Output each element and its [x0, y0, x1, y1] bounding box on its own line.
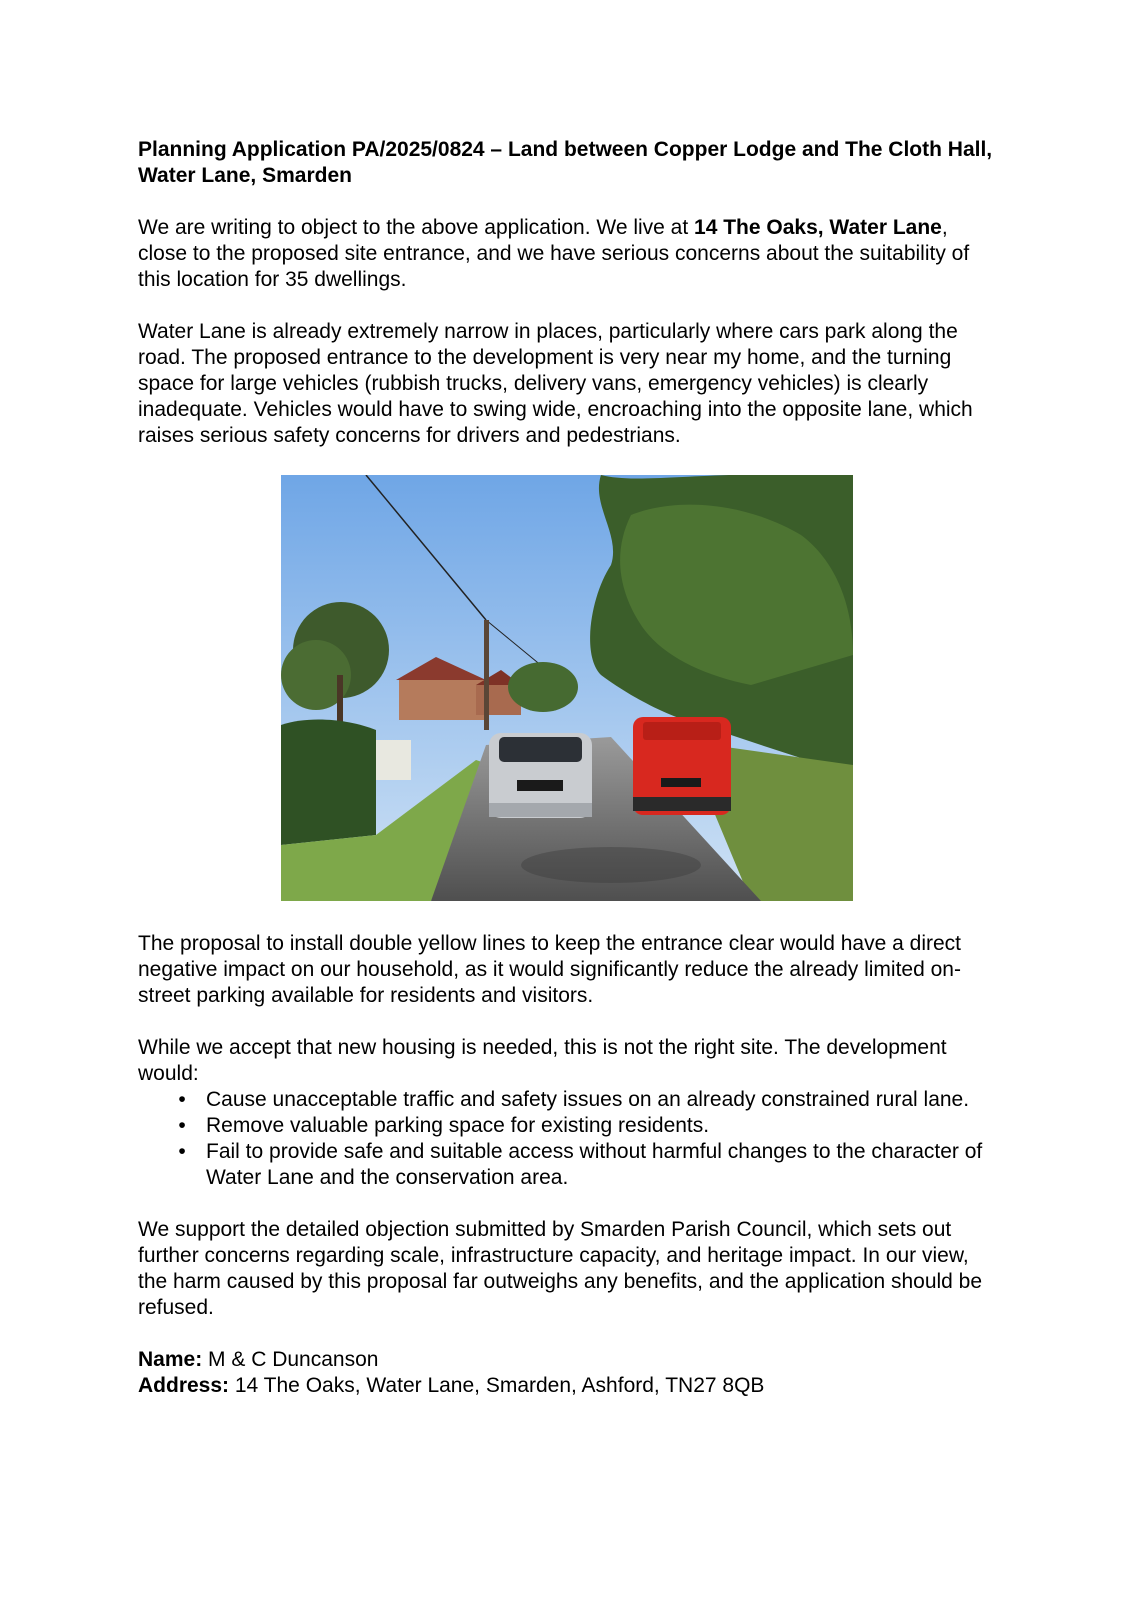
intro-address: 14 The Oaks, Water Lane	[694, 216, 942, 239]
paragraph-access: Water Lane is already extremely narrow in places, particularly where cars park along the road. The proposed entrance to the development is very near my home, and the turning space for large vehicles (rubbish trucks, delivery vans, emergency vehicles) is clearly inadequate. Vehicles would have to swing wide, encroaching into the opposite lane, which raises serious safety concerns for drivers and pedestrians.	[138, 320, 973, 447]
paragraph-intro	[138, 215, 998, 293]
list-item: • Cause unacceptable traffic and safety issues on an already constrained rural lane.	[178, 1088, 970, 1111]
intro-text: We are writing to object to the above application. We live at	[138, 216, 695, 239]
address-line: Address: 14 The Oaks, Water Lane, Smarden, Ashford, TN27 8QB	[138, 1374, 765, 1397]
street-photo	[281, 475, 853, 901]
list-item: • Remove valuable parking space for existing residents.	[178, 1114, 710, 1137]
intro-text-end: , close to the proposed site entrance, and we have serious concerns about the suitability of this location for 35 dwellings.	[138, 216, 970, 291]
paragraph-development: While we accept that new housing is needed, this is not the right site. The development would:	[138, 1036, 947, 1085]
paragraph-parking: The proposal to install double yellow lines to keep the entrance clear would have a direct negative impact on our household, as it would significantly reduce the already limited on-street parking available for residents and visitors.	[138, 932, 961, 1007]
name-line: Name: M & C Duncanson	[138, 1348, 379, 1371]
signature-block	[138, 1347, 998, 1399]
paragraph-support: We support the detailed objection submitted by Smarden Parish Council, which sets out further concerns regarding scale, infrastructure capacity, and heritage impact. In our view, the harm caused by this proposal far outweighs any benefits, and the application should be refused.	[138, 1218, 983, 1319]
list-item: • Fail to provide safe and suitable access without harmful changes to the character of Water Lane and the conservation area.	[178, 1140, 983, 1189]
objection-list	[138, 1087, 998, 1191]
letter	[138, 137, 998, 1399]
letter-title: Planning Application PA/2025/0824 – Land between Copper Lodge and The Cloth Hall, Water Lane, Smarden	[138, 138, 993, 187]
